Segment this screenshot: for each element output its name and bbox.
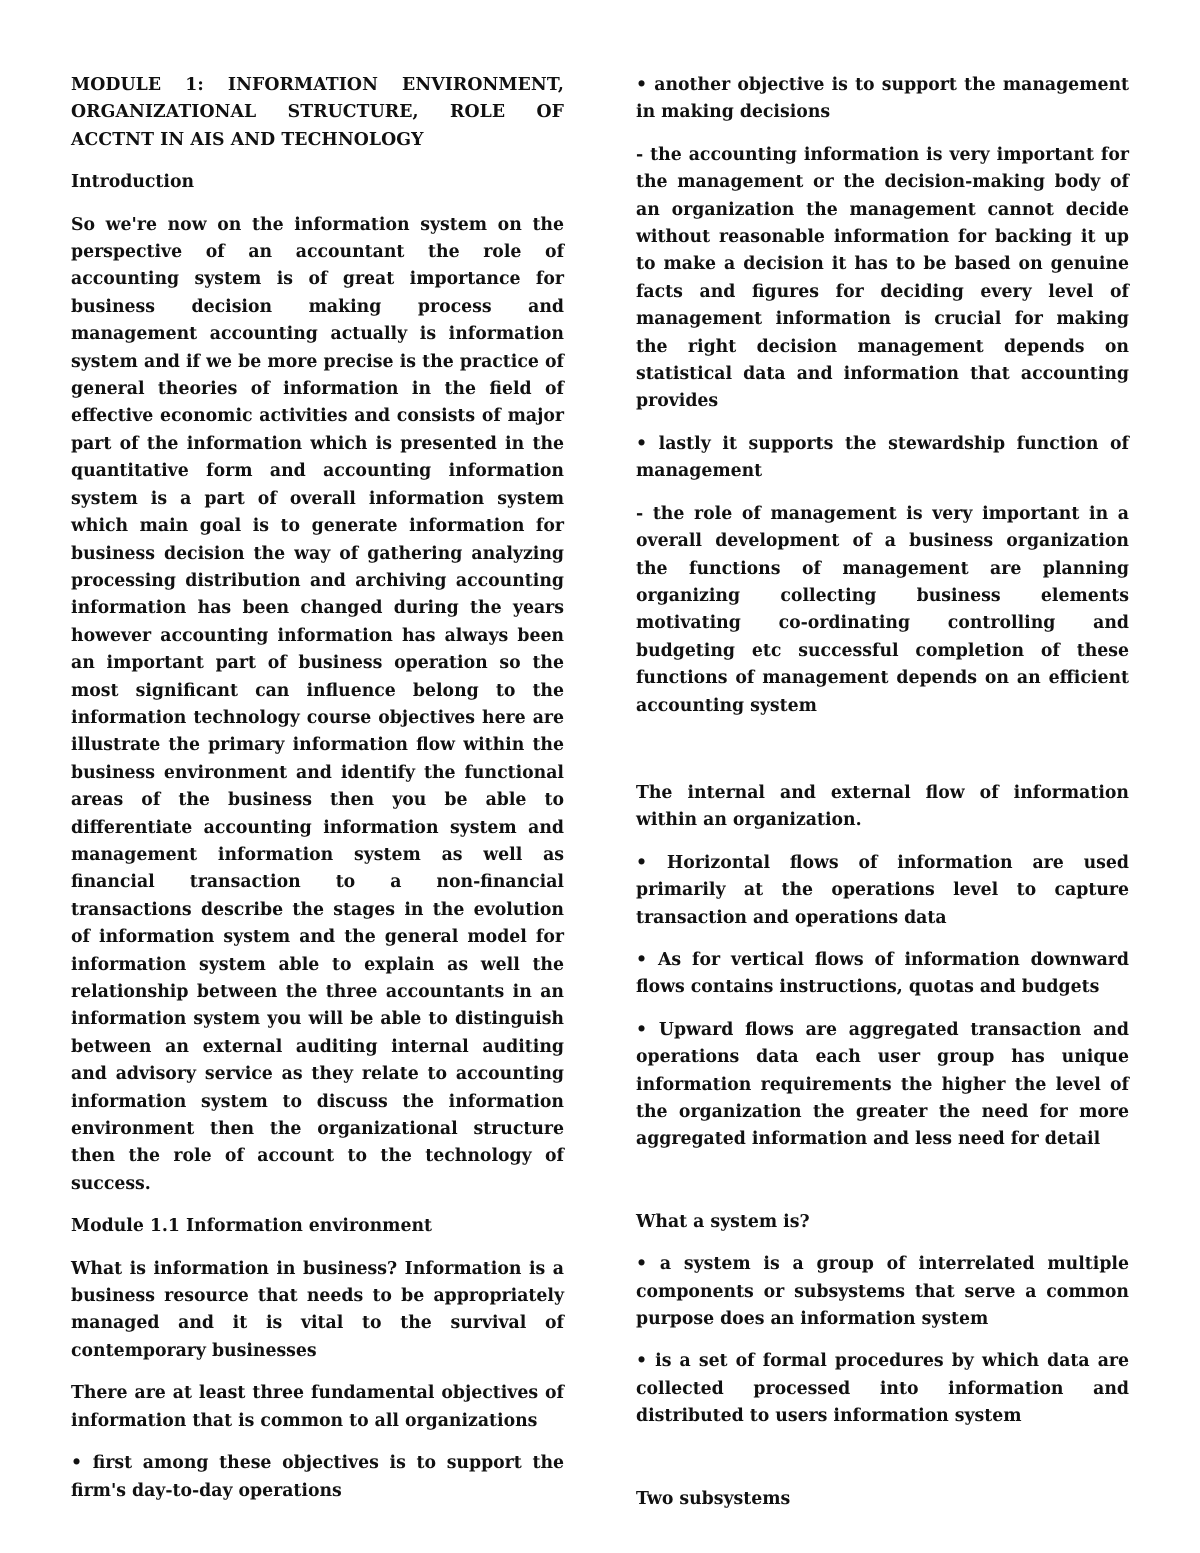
system-definition-bullet: • a system is a group of interrelated multiple components or subsystems that serve a common purpose does an information system — [636, 1254, 1129, 1330]
upward-flow-bullet: • Upward flows are aggregated transaction and operations data each user group has unique information requirements the higher the level of the organization the greater the need for more aggregated information and less need for detail — [636, 1019, 1129, 1150]
objectives-intro-paragraph: There are at least three fundamental objectives of information that is common to all organizations — [71, 1383, 564, 1431]
spacer — [636, 735, 1129, 780]
decision-detail-paragraph: - the accounting information is very important for the management or the decision-making body of an organization the management cannot decide without reasonable information for backing it up to make a decision it has to be based on genuine facts and figures for deciding every level of management information is crucial for making the right decision management depends on statistical data and information that accounting provides — [636, 144, 1129, 412]
introduction-paragraph: So we're now on the information system on the perspective of an accountant the role of accounting system is of great importance for business decision making process and management accounting actually is information system and if we be more precise is the practice of general theories of information in the field of effective economic activities and consists of major part of the information which is presented in the quantitative form and accounting information system is a part of overall information system which main goal is to generate information for business decision the way of gathering analyzing processing distribution and archiving accounting information has been changed during the years however accounting information has always been an important part of business operation so the most significant can influence belong to the information technology course objectives here are illustrate the primary information flow within the business environment and identify the functional areas of the business then you be able to differentiate accounting information system and management information system as well as financial transaction to a non-financial transactions describe the stages in the evolution of information system and the general model for information system able to explain as well the relationship between the three accountants in an information system you will be able to distinguish between an external auditing internal auditing and advisory service as they relate to accounting information system to discuss the information environment then the organizational structure then the role of account to the technology of success. — [71, 214, 564, 1194]
two-subsystems-heading: Two subsystems — [636, 1488, 791, 1509]
system-heading: What a system is? — [636, 1211, 810, 1232]
module-title: MODULE 1: INFORMATION ENVIRONMENT, ORGANIZATIONAL STRUCTURE, ROLE OF ACCTNT IN AIS AND TECHNOLOGY — [71, 75, 564, 150]
objective-bullet-first: • first among these objectives is to support the firm's day-to-day operations — [71, 1453, 564, 1501]
vertical-flow-bullet: • As for vertical flows of information downward flows contains instructions, quotas and budgets — [636, 949, 1129, 998]
spacer — [636, 1446, 1129, 1486]
module-1-1-heading: Module 1.1 Information environment — [71, 1216, 432, 1237]
information-flow-heading: The internal and external flow of information within an organization. — [636, 782, 1129, 831]
objective-bullet-third: • lastly it supports the stewardship function of management — [636, 433, 1129, 482]
stewardship-detail-paragraph: - the role of management is very important in a overall development of a business organization the functions of management are planning organizing collecting business elements motivating co-ordinating controlling and budgeting etc successful completion of these functions of management depends on an efficient accounting system — [636, 503, 1129, 716]
introduction-heading: Introduction — [71, 172, 195, 193]
objective-bullet-second: • another objective is to support the management in making decisions — [636, 75, 1129, 123]
spacer — [636, 1169, 1129, 1209]
information-system-bullet: • is a set of formal procedures by which data are collected processed into information and distributed to users information system — [636, 1351, 1129, 1427]
horizontal-flow-bullet: • Horizontal flows of information are used primarily at the operations level to capture transaction and operations data — [636, 852, 1129, 928]
left-column — [71, 72, 564, 1520]
right-column — [636, 72, 1129, 1528]
information-definition-paragraph: What is information in business? Information is a business resource that needs to be appropriately managed and it is vital to the survival of contemporary businesses — [71, 1258, 564, 1361]
